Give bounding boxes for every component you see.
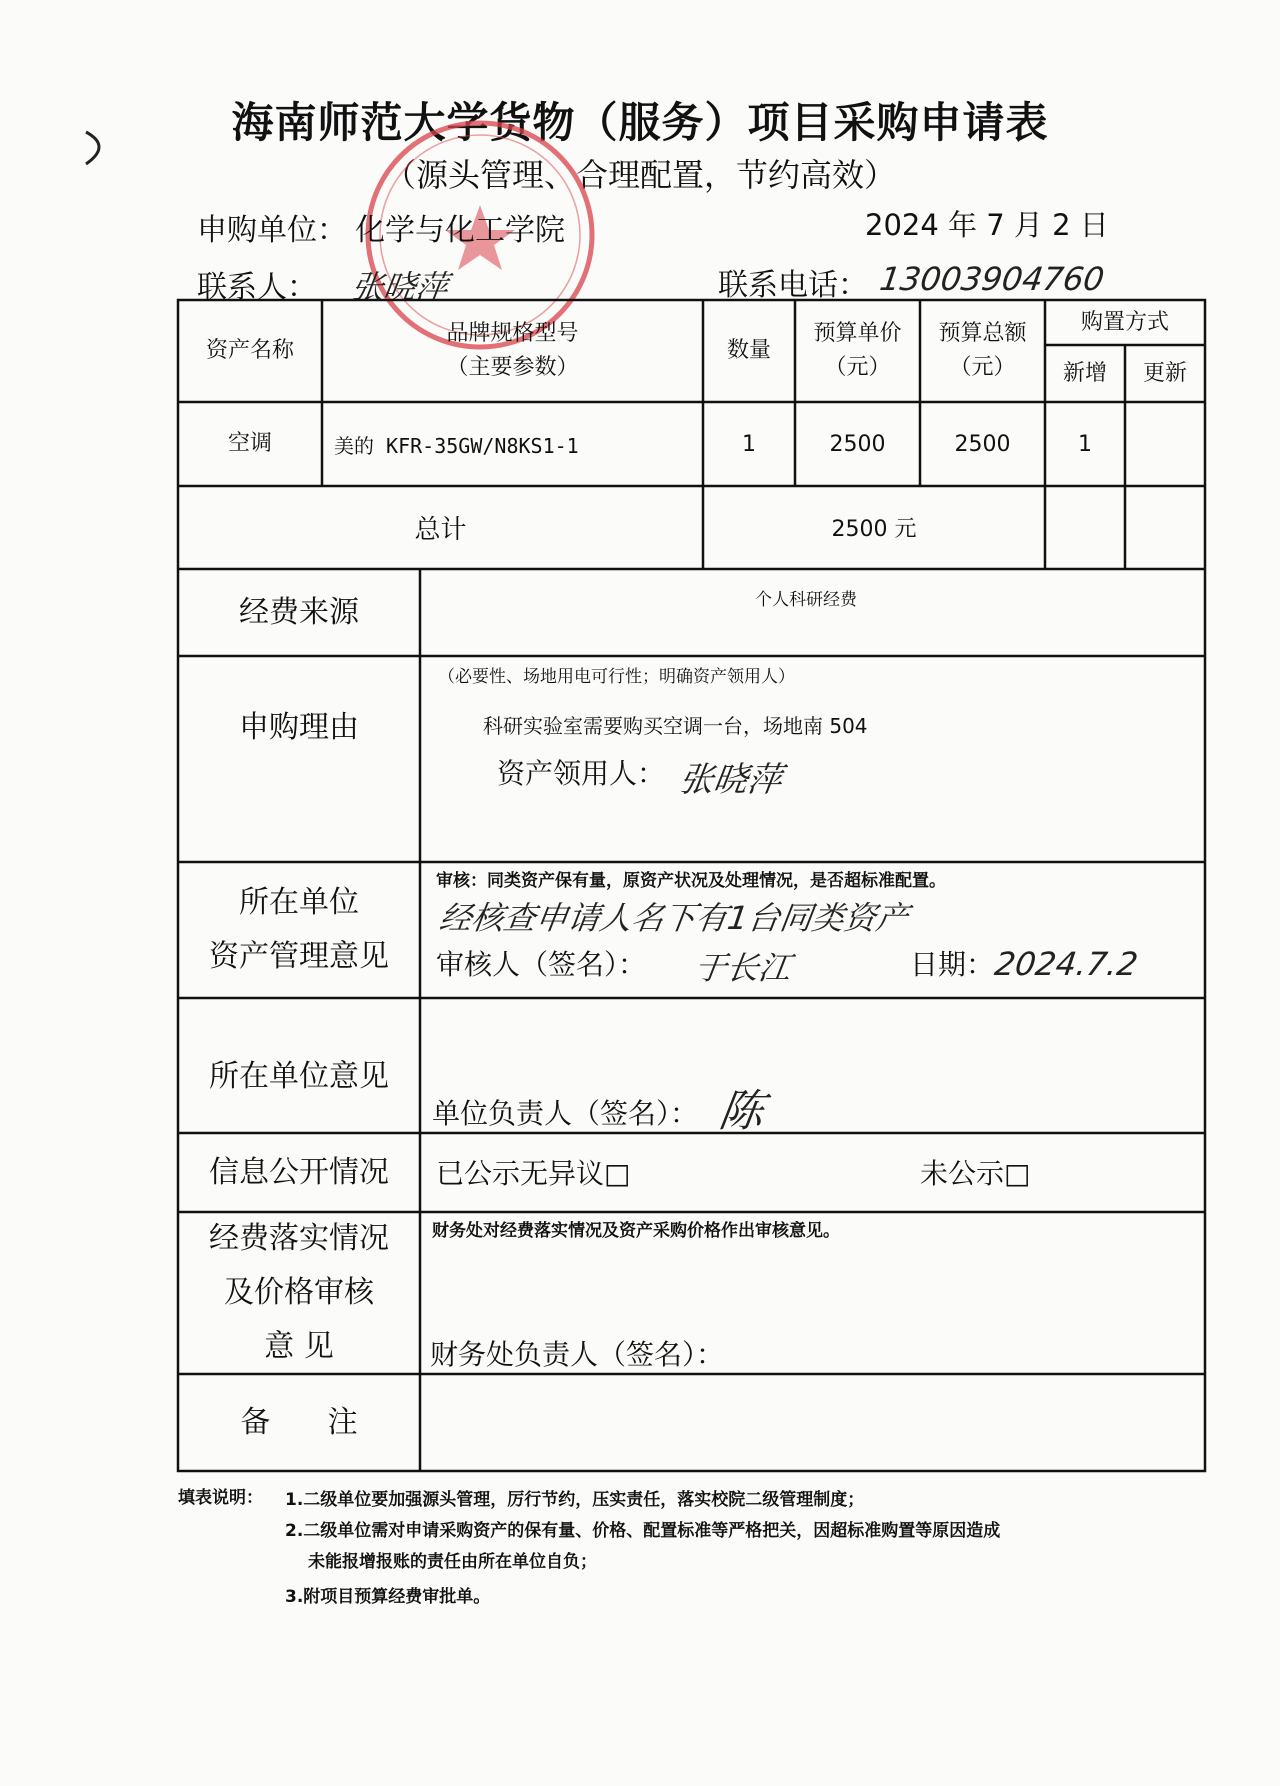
funding-source-label: 经费来源 <box>239 594 359 630</box>
item-asset-name: 空调 <box>227 431 272 456</box>
notes-prefix: 填表说明： <box>178 1488 263 1508</box>
asset-management-hint: 审核：同类资产保有量，原资产状况及处理情况，是否超标准配置。 <box>436 871 946 891</box>
header-method-new: 新增 <box>1062 360 1107 386</box>
header-total-budget <box>922 302 1043 400</box>
disclosure-option-unpublished[interactable]: 未公示□ <box>920 1157 1031 1190</box>
asset-review-date-value: 2024.7.2 <box>992 945 1141 983</box>
header-purchase-method: 购置方式 <box>1080 310 1169 335</box>
header-spec <box>324 302 701 400</box>
remarks-value[interactable] <box>425 1378 1200 1468</box>
asset-reviewer-signature: 于长江 <box>692 949 794 987</box>
unit-leader-label: 单位负责人（签名）： <box>432 1097 699 1130</box>
contact-phone-label: 联系电话： <box>718 268 868 303</box>
finance-label-line3: 意 见 <box>264 1329 334 1364</box>
item-spec: 美的 KFR-35GW/N8KS1-1 <box>334 433 579 458</box>
header-quantity: 数量 <box>726 338 771 363</box>
purchase-reason-text: 科研实验室需要购买空调一台，场地南 504 <box>483 714 868 738</box>
finance-label <box>180 1214 418 1372</box>
applicant-unit-label: 申购单位： <box>197 213 347 248</box>
purchase-reason-hint: （必要性、场地用电可行性；明确资产领用人） <box>438 667 795 687</box>
unit-opinion-label: 所在单位意见 <box>209 1059 389 1094</box>
item-total-budget: 2500 <box>954 431 1011 457</box>
sum-value: 2500 元 <box>831 517 917 542</box>
document-title: 海南师范大学货物（服务）项目采购申请表 <box>231 98 1049 147</box>
disclosure-label: 信息公开情况 <box>209 1154 389 1190</box>
contact-phone-value: 13003904760 <box>877 260 1107 298</box>
finance-hint: 财务处对经费落实情况及资产采购价格作出审核意见。 <box>432 1221 840 1241</box>
funding-source-value: 个人科研经费 <box>755 590 857 610</box>
application-date: 2024 年 7 月 2 日 <box>865 208 1109 242</box>
asset-management-label-line1: 所在单位 <box>239 885 359 920</box>
remarks-label: 备 注 <box>240 1404 358 1440</box>
header-total-line1: 预算总额 <box>938 321 1027 346</box>
sum-label: 总计 <box>414 515 467 545</box>
header-total-line2: （元） <box>949 355 1016 380</box>
unit-leader-signature: 陈 <box>715 1086 767 1137</box>
finance-label-line1: 经费落实情况 <box>209 1221 389 1256</box>
note-3: 3.附项目预算经费审批单。 <box>285 1587 491 1607</box>
purchase-reason-label: 申购理由 <box>239 710 359 745</box>
note-2a: 2.二级单位需对申请采购资产的保有量、价格、配置标准等严格把关，因超标准购置等原因造成 <box>285 1521 1001 1541</box>
header-spec-line1: 品牌规格型号 <box>446 321 579 346</box>
item-unit-price: 2500 <box>829 431 886 457</box>
document-subtitle: （源头管理、合理配置，节约高效） <box>383 156 896 194</box>
header-unit-price-line2: （元） <box>824 355 891 380</box>
header-spec-line2: （主要参数） <box>446 355 579 380</box>
header-unit-price-line1: 预算单价 <box>813 321 902 346</box>
asset-management-label <box>180 864 418 996</box>
asset-management-handwritten: 经核查申请人名下有1台同类资产 <box>437 899 911 937</box>
asset-user-signature: 张晓萍 <box>676 760 785 800</box>
asset-management-label-line2: 资产管理意见 <box>209 939 389 974</box>
header-method-update: 更新 <box>1142 360 1187 386</box>
finance-leader-label: 财务处负责人（签名）： <box>430 1338 725 1371</box>
note-2b: 未能报增报账的责任由所在单位自负； <box>308 1552 597 1572</box>
asset-user-label: 资产领用人： <box>497 757 666 790</box>
item-quantity: 1 <box>742 431 756 457</box>
finance-label-line2: 及价格审核 <box>224 1275 374 1310</box>
applicant-unit-value: 化学与化工学院 <box>355 213 565 248</box>
header-unit-price <box>797 302 918 400</box>
note-1: 1.二级单位要加强源头管理，厉行节约，压实责任，落实校院二级管理制度； <box>285 1490 865 1510</box>
asset-review-date-label: 日期： <box>910 948 995 981</box>
header-asset-name: 资产名称 <box>205 338 294 363</box>
contact-person-signature: 张晓萍 <box>349 268 451 306</box>
item-method-new: 1 <box>1078 431 1092 457</box>
asset-reviewer-label: 审核人（签名）： <box>436 948 647 981</box>
disclosure-option-published[interactable]: 已公示无异议□ <box>436 1157 631 1190</box>
item-method-update <box>1127 404 1203 484</box>
contact-person-label: 联系人： <box>197 270 317 305</box>
